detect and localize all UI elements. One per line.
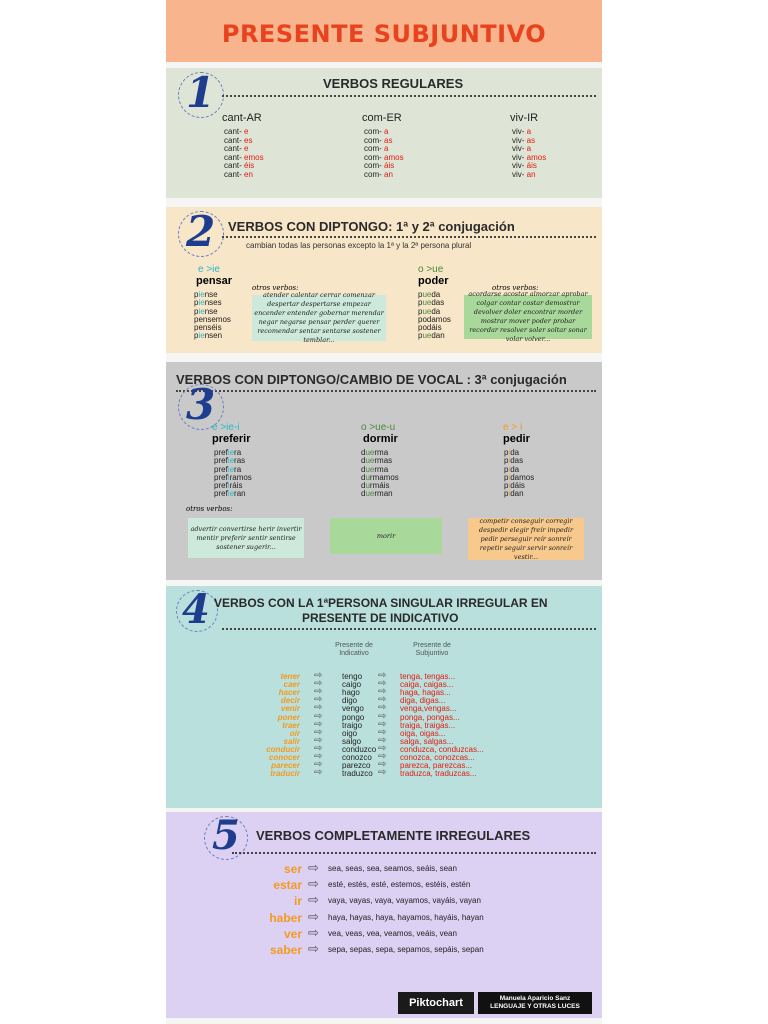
verb-stem: d	[361, 489, 366, 499]
verb-ending: das	[510, 456, 524, 466]
section-heading: VERBOS CON DIPTONGO: 1ª y 2ª conjugación	[228, 219, 515, 234]
other-verbs-note: advertir convertirse herir invertir mentir preferir sentir sentirse sostener sugerir...	[188, 518, 304, 558]
subjunctive-forms: vea, veas, vea, veamos, veáis, vean	[328, 928, 457, 938]
verb-changed-vowel: ie	[227, 456, 235, 466]
verb-ending: ensemos	[198, 314, 231, 324]
verb-changed-vowel: ue	[365, 464, 375, 474]
other-verbs-note: acordarse acostar almorzar aprobar colgar contar costar demostrar devolver doler encontrar morder mostrar mover poder probar recordar resolver soler soltar sonar volar volver...	[464, 295, 592, 339]
arrow-icon: ⇨	[308, 908, 319, 924]
verb-stem: pref	[214, 464, 228, 474]
conjugation-row	[194, 332, 231, 340]
verb-ending: odáis	[422, 323, 442, 333]
verb-stem: pref	[214, 481, 228, 491]
arrow-icon: ⇨	[314, 694, 323, 706]
verb-changed-vowel: u	[365, 472, 370, 482]
indicative-form: tengo	[342, 672, 363, 681]
infographic-page	[166, 0, 602, 1024]
verb-stem: cant-	[224, 161, 242, 170]
verb-infinitive: traducir	[270, 769, 300, 779]
section-number: 5	[212, 812, 240, 859]
verb-changed-vowel: ie	[198, 298, 205, 308]
arrow-icon: ⇨	[378, 767, 387, 779]
piktochart-logo	[398, 992, 474, 1014]
verb-infinitive: saber	[269, 943, 302, 957]
verb-pattern-label: com-ER	[362, 112, 402, 124]
subjunctive-form: haga, hagas...	[400, 688, 451, 698]
section-heading: VERBOS COMPLETAMENTE IRREGULARES	[256, 828, 531, 843]
conjugation-list	[361, 449, 399, 499]
verb-ending: da	[431, 306, 441, 316]
verb-stem: d	[361, 472, 366, 482]
arrow-icon: ⇨	[308, 876, 319, 892]
conjugation-row	[504, 490, 534, 498]
verb-stem: viv-	[512, 144, 525, 153]
verb-changed-vowel: ie	[198, 331, 205, 341]
verb-ending: odamos	[422, 314, 451, 324]
verb-stem: com-	[364, 135, 382, 145]
section-diphthong-3	[166, 362, 602, 580]
verb-stem: com-	[364, 127, 382, 136]
dotted-divider	[222, 628, 596, 630]
verb-ending: es	[241, 135, 253, 145]
author-site: LENGUAJE Y OTRAS LUCES	[490, 1003, 580, 1010]
verb-infinitive: preferir	[212, 433, 251, 445]
verb-ending: éis	[241, 161, 255, 170]
verb-stem: d	[361, 464, 366, 474]
verb-stem: pref	[214, 489, 228, 499]
verb-infinitive: conducir	[266, 744, 300, 754]
verb-ending: nse	[204, 306, 218, 316]
verb-stem: cant-	[224, 169, 242, 179]
subjunctive-form: salga, salgas...	[400, 736, 454, 746]
verb-stem: p	[504, 448, 509, 457]
verb-ending: da	[510, 464, 520, 474]
arrow-icon: ⇨	[308, 941, 319, 956]
verb-ending: an	[381, 169, 393, 179]
conjugation-row	[361, 490, 399, 498]
verb-stem: p	[418, 290, 423, 299]
verb-ending: en	[241, 169, 253, 179]
arrow-icon: ⇨	[314, 702, 323, 714]
arrow-icon: ⇨	[314, 742, 323, 754]
verb-changed-vowel: ie	[227, 448, 235, 457]
indicative-form: oigo	[342, 728, 358, 738]
verb-infinitive: estar	[273, 878, 302, 893]
verb-stem: p	[418, 323, 423, 333]
page-title: PRESENTE SUBJUNTIVO	[221, 20, 547, 48]
verb-stem: d	[361, 481, 366, 491]
header-band	[166, 0, 602, 62]
verb-ending: emos	[241, 152, 264, 162]
conjugation-row	[418, 332, 451, 340]
vowel-change-label: e >ie-i	[212, 422, 240, 433]
subjunctive-form: conozca, conozcas...	[400, 753, 475, 762]
verb-stem: viv-	[512, 169, 525, 179]
verb-ending: rmas	[374, 456, 393, 466]
author-name: Manuela Aparicio Sanz	[499, 995, 571, 1002]
verb-stem: cant-	[224, 135, 242, 145]
verb-stem: p	[504, 472, 509, 482]
verb-ending: an	[524, 169, 536, 179]
other-verbs-note: morir	[330, 518, 442, 554]
verb-ending: nse	[204, 290, 218, 299]
conjugation-list	[504, 449, 534, 499]
verb-changed-vowel: i	[508, 489, 511, 499]
dotted-divider	[232, 852, 596, 854]
vowel-change-label: o >ue-u	[361, 422, 396, 433]
verb-changed-vowel: u	[365, 481, 370, 491]
verb-stem: com-	[364, 144, 382, 153]
verb-ending: e	[241, 144, 249, 153]
verb-ending: a	[381, 127, 389, 136]
arrow-icon: ⇨	[308, 860, 319, 875]
verb-infinitive: decir	[280, 696, 300, 706]
verb-infinitive: poder	[418, 275, 449, 287]
subjunctive-forms: sea, seas, sea, seamos, seáis, sean	[328, 864, 457, 873]
verb-stem: p	[418, 306, 423, 316]
indicative-form: digo	[342, 696, 358, 706]
arrow-icon: ⇨	[314, 759, 323, 771]
verb-infinitive: oír	[289, 728, 300, 738]
verb-ending: ran	[234, 489, 246, 499]
indicative-form: caigo	[342, 680, 362, 690]
verb-infinitive: caer	[283, 680, 300, 690]
verb-ending: rmamos	[369, 472, 399, 482]
arrow-icon: ⇨	[378, 734, 387, 746]
subjunctive-forms: haya, hayas, haya, hayamos, hayáis, hayan	[328, 912, 484, 922]
verb-infinitive: parecer	[271, 761, 300, 771]
verb-infinitive: ver	[283, 926, 302, 941]
verb-infinitive: traer	[282, 720, 300, 730]
verb-ending: da	[510, 448, 520, 457]
conjugation-row	[214, 490, 252, 498]
verb-changed-vowel: i	[508, 448, 511, 457]
section-number: 3	[186, 380, 216, 429]
piktochart-label: Piktochart	[409, 997, 463, 1009]
arrow-icon: ⇨	[314, 726, 323, 738]
verb-stem: p	[418, 314, 423, 324]
arrow-icon: ⇨	[314, 734, 323, 746]
verb-changed-vowel: ie	[198, 290, 205, 299]
verb-ending: amos	[524, 152, 547, 162]
verb-ending: damos	[510, 472, 535, 482]
arrow-icon: ⇨	[308, 892, 319, 908]
verb-changed-vowel: ue	[422, 298, 432, 308]
indicative-form: pongo	[342, 712, 365, 722]
verb-infinitive: pensar	[196, 275, 233, 287]
arrow-icon: ⇨	[314, 718, 323, 730]
verb-stem: p	[194, 306, 199, 316]
indicative-form: hago	[342, 688, 360, 698]
vowel-change-label: e > i	[503, 422, 523, 433]
verb-changed-vowel: i	[227, 481, 230, 491]
arrow-icon: ⇨	[378, 710, 387, 722]
indicative-form: salgo	[342, 736, 362, 746]
verb-ending: da	[431, 290, 441, 299]
verb-ending: rmáis	[369, 481, 390, 491]
verb-ending: a	[524, 144, 532, 153]
column-header-subjuntivo: Presente de Subjuntivo	[413, 642, 451, 657]
verb-pattern-label: viv-IR	[510, 112, 539, 124]
verb-infinitive: dormir	[363, 433, 398, 445]
verb-ending: as	[524, 135, 536, 145]
indicative-form: conozco	[342, 753, 372, 762]
arrow-icon: ⇨	[314, 686, 323, 698]
verb-changed-vowel: ue	[365, 456, 375, 466]
arrow-icon: ⇨	[378, 678, 387, 690]
verb-ending: as	[381, 135, 393, 145]
verb-stem: cant-	[224, 152, 242, 162]
section-heading: VERBOS REGULARES	[323, 76, 464, 91]
arrow-icon: ⇨	[378, 751, 387, 762]
subjunctive-form: ponga, pongas...	[400, 712, 460, 722]
verb-stem: p	[194, 314, 199, 324]
verb-infinitive: ser	[283, 862, 302, 876]
verb-ending: nses	[204, 298, 222, 308]
verb-changed-vowel: ue	[365, 448, 375, 457]
otros-verbos-label: otros verbos:	[492, 284, 539, 292]
verb-stem: viv-	[512, 152, 525, 162]
section-fully-irregular	[166, 812, 602, 1018]
subjunctive-form: venga,vengas...	[400, 704, 457, 714]
verb-changed-vowel: i	[508, 481, 511, 491]
arrow-icon: ⇨	[378, 718, 387, 730]
verb-stem: p	[194, 298, 199, 308]
verb-ending: e	[241, 127, 249, 136]
verb-infinitive: ir	[293, 894, 302, 909]
arrow-icon: ⇨	[314, 670, 323, 681]
verb-stem: com-	[364, 169, 382, 179]
subjunctive-form: traduzca, traduzcas...	[400, 769, 477, 779]
verb-stem: cant-	[224, 127, 242, 136]
section-first-person-irregular	[166, 586, 602, 808]
subjunctive-forms: sepa, sepas, sepa, sepamos, sepáis, sepan	[328, 945, 484, 954]
verb-changed-vowel: ie	[198, 306, 205, 316]
other-verbs-note: competir conseguir corregir despedir elegir freír impedir pedir perseguir reír sonreír repetir seguir servir sonreír vestir...	[468, 518, 584, 560]
verb-stem: p	[194, 323, 199, 333]
otros-verbos-label: otros verbos:	[252, 284, 299, 292]
verb-ending: a	[381, 144, 389, 153]
arrow-icon: ⇨	[308, 924, 319, 940]
verb-ending: ras	[234, 456, 246, 466]
verb-changed-vowel: ue	[422, 290, 432, 299]
verb-stem: p	[194, 290, 199, 299]
verb-changed-vowel: ie	[227, 489, 235, 499]
verb-ending: dan	[510, 489, 524, 499]
arrow-icon: ⇨	[314, 710, 323, 722]
verb-stem: d	[361, 448, 366, 457]
verb-stem: com-	[364, 152, 382, 162]
conjugation-row	[224, 171, 253, 179]
other-verbs-note: atender calentar cerrar comenzar despertar despertarse empezar encender entender gobernar merendar negar negarse pensar perder querer recomendar sentar sentarse sostener temblar...	[252, 295, 386, 341]
verb-infinitive: hacer	[278, 688, 300, 698]
author-badge	[478, 992, 592, 1014]
verb-ending: ra	[234, 464, 242, 474]
vowel-change-label: e >ie	[198, 264, 220, 275]
section-subtitle: cambian todas las personas excepto la 1ª y la 2ª persona plural	[246, 241, 472, 250]
indicative-form: parezco	[342, 761, 371, 771]
verb-changed-vowel: i	[508, 456, 511, 466]
subjunctive-forms: vaya, vayas, vaya, vayamos, vayáis, vayan	[328, 896, 481, 906]
section-regular-verbs	[166, 68, 602, 198]
verb-stem: p	[504, 489, 509, 499]
verb-ending: ramos	[229, 472, 252, 482]
conjugation-row	[364, 171, 393, 179]
subjunctive-form: caiga, caigas...	[400, 680, 454, 690]
conjugation-list	[418, 291, 451, 341]
verb-infinitive: pedir	[503, 433, 530, 445]
subjunctive-form: traiga, traigas...	[400, 720, 456, 730]
verb-changed-vowel: ie	[227, 464, 235, 474]
section-heading-line2: PRESENTE DE INDICATIVO	[302, 611, 459, 625]
indicative-form: conduzco	[342, 744, 377, 754]
verb-infinitive: poner	[277, 712, 300, 722]
verb-ending: rma	[374, 464, 389, 474]
subjunctive-forms: esté, estés, esté, estemos, estéis, estén	[328, 880, 471, 890]
verb-stem: d	[361, 456, 366, 466]
column-header-indicativo: Presente de Indicativo	[335, 642, 373, 657]
subjunctive-form: oiga, oigas...	[400, 728, 446, 738]
verb-changed-vowel: ue	[422, 331, 432, 341]
section-number: 1	[186, 68, 216, 117]
verb-infinitive: haber	[269, 910, 302, 925]
verb-ending: áis	[381, 161, 395, 170]
section-heading: VERBOS CON DIPTONGO/CAMBIO DE VOCAL : 3ª conjugación	[176, 372, 567, 387]
verb-stem: p	[504, 481, 509, 491]
verb-stem: viv-	[512, 135, 525, 145]
verb-ending: rman	[374, 489, 393, 499]
conjugation-row	[512, 171, 536, 179]
subjunctive-form: tenga, tengas...	[400, 672, 456, 681]
dotted-divider	[222, 236, 596, 238]
subjunctive-form: diga, digas...	[400, 696, 446, 706]
arrow-icon: ⇨	[378, 759, 387, 771]
section-number: 4	[182, 586, 210, 633]
verb-stem: p	[504, 456, 509, 466]
verb-infinitive: conocer	[268, 753, 300, 762]
verb-ending: enséis	[198, 323, 222, 333]
verb-ending: dáis	[510, 481, 525, 491]
verb-infinitive: venir	[280, 704, 300, 714]
verb-stem: pref	[214, 472, 228, 482]
arrow-icon: ⇨	[378, 686, 387, 698]
arrow-icon: ⇨	[378, 670, 387, 681]
dotted-divider	[176, 390, 596, 392]
arrow-icon: ⇨	[314, 678, 323, 690]
subjunctive-form: parezca, parezcas...	[400, 761, 473, 771]
verb-changed-vowel: ue	[365, 489, 375, 499]
conjugation-list	[194, 291, 231, 341]
verb-stem: pref	[214, 448, 228, 457]
verb-ending: áis	[524, 161, 537, 170]
verb-changed-vowel: i	[508, 464, 511, 474]
verb-changed-vowel: i	[508, 472, 511, 482]
vowel-change-label: o >ue	[418, 264, 444, 275]
arrow-icon: ⇨	[378, 742, 387, 754]
verb-infinitive: salir	[283, 736, 300, 746]
verb-stem: cant-	[224, 144, 242, 153]
verb-pattern-label: cant-AR	[222, 112, 262, 124]
verb-stem: viv-	[512, 161, 525, 170]
conjugation-list	[214, 449, 252, 499]
verb-stem: p	[418, 298, 423, 308]
indicative-form: traigo	[342, 720, 363, 730]
verb-stem: viv-	[512, 127, 525, 136]
verb-ending: ráis	[229, 481, 243, 491]
verb-stem: p	[418, 331, 423, 341]
arrow-icon: ⇨	[314, 751, 323, 762]
subjunctive-form: conduzca, conduzcas...	[400, 744, 484, 754]
verb-ending: nsen	[204, 331, 223, 341]
verb-ending: amos	[381, 152, 404, 162]
arrow-icon: ⇨	[378, 694, 387, 706]
verb-stem: com-	[364, 161, 382, 170]
section-heading: VERBOS CON LA 1ªPERSONA SINGULAR IRREGULAR EN	[214, 596, 548, 610]
verb-stem: pref	[214, 456, 228, 466]
dotted-divider	[222, 95, 596, 97]
section-diphthong-1-2	[166, 207, 602, 353]
indicative-form: vengo	[342, 704, 364, 714]
verb-infinitive: tener	[280, 672, 300, 681]
arrow-icon: ⇨	[314, 767, 323, 779]
arrow-icon: ⇨	[378, 702, 387, 714]
verb-stem: p	[504, 464, 509, 474]
verb-ending: dan	[431, 331, 445, 341]
otros-verbos-label: otros verbos:	[186, 505, 233, 513]
verb-changed-vowel: ue	[422, 306, 432, 316]
verb-ending: ra	[234, 448, 242, 457]
verb-stem: p	[194, 331, 199, 341]
indicative-form: traduzco	[342, 769, 373, 779]
verb-changed-vowel: i	[227, 472, 230, 482]
section-number: 2	[186, 207, 216, 256]
arrow-icon: ⇨	[378, 726, 387, 738]
verb-ending: rma	[374, 448, 389, 457]
verb-ending: das	[431, 298, 445, 308]
verb-ending: a	[524, 127, 532, 136]
